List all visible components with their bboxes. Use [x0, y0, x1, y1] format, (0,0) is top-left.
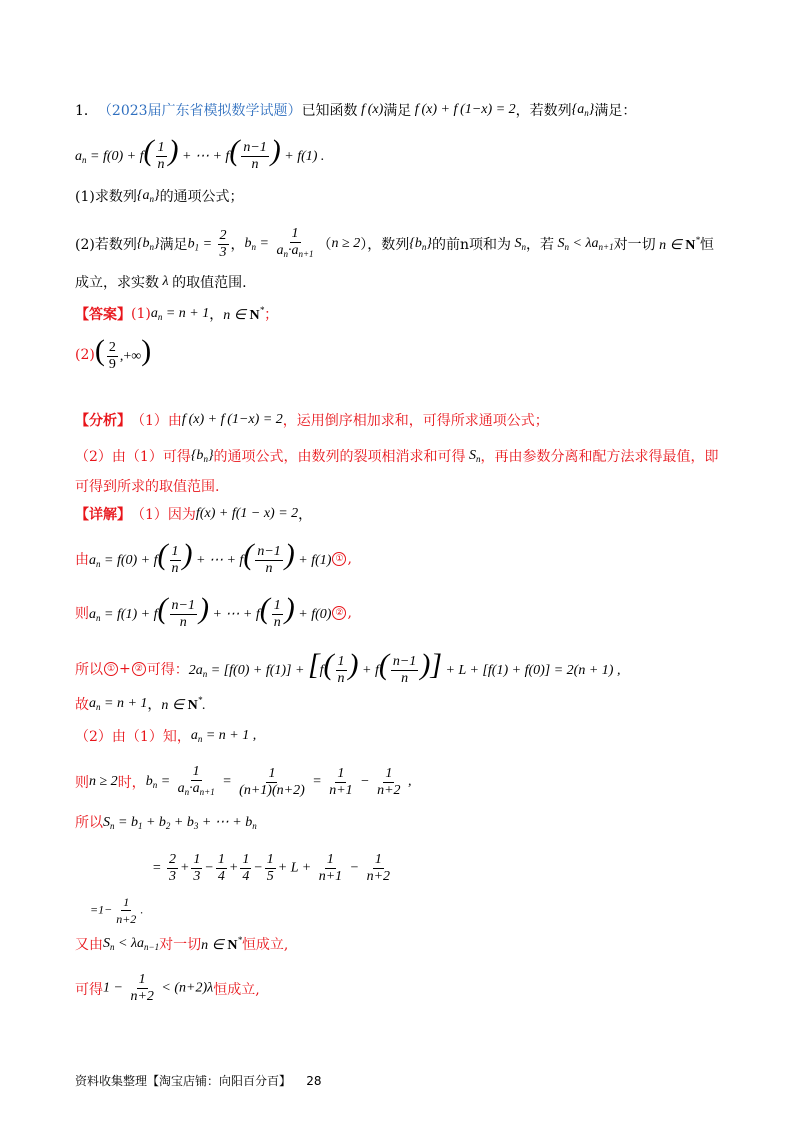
math-bn-expansion: $b_n$ = $\frac{1}{a_n\cdot a_{n+1}}$ = $\frac{1}{(n+1)(n+2)}$ = $\frac{1}{n+1}$ − $\frac{1}{n+2}$ , [145, 764, 412, 798]
detail-text: 则 [75, 605, 89, 622]
footer-text: 资料收集整理【淘宝店铺：向阳百分百】 [75, 1074, 292, 1088]
detail-line-2: 由 $a_n = f(0) + f$( $\frac{1}{n}$ ) + ⋯ + f( $\frac{n-1}{n}$ ) + f(1) ① , [75, 538, 352, 577]
detail-line-10 [90, 894, 143, 927]
part2-text: 的取值范围. [172, 275, 247, 291]
math-answer-2: ( $\frac{2}{9}$ ,+∞) [94, 334, 152, 373]
math-seq-an: $\{a_n\}$ [571, 102, 595, 118]
problem-part2-line2 [75, 272, 247, 292]
detail-line-1 [75, 504, 312, 524]
detail-text: 时， [117, 775, 146, 791]
detail-text: （1）因为 [131, 507, 196, 523]
math-seq-bn: $\{b_n\}$ [409, 236, 432, 252]
math-functional-eq: f (x) + f (1−x) = 2 [181, 412, 283, 427]
math-bn: $b_n$ = $\frac{1}{a_n\cdot a_{n+1}}$ [244, 226, 314, 259]
analysis-text: 可得到所求的取值范围. [75, 479, 220, 495]
math-answer-1: $a_n = n + 1$ [150, 306, 210, 322]
math-an-definition: $a_n = f(0) + f$( $\frac{1}{n}$ ) + ⋯ + f( $\frac{n-1}{n}$ ) + f(1) . [75, 134, 325, 173]
math-functional-eq: f (x) + f (1−x) = 2 [411, 102, 516, 117]
problem-part1 [75, 186, 244, 206]
analysis-line-1 [75, 410, 549, 430]
math-n-in-N: n ∈ N* [201, 934, 242, 953]
math-seq-bn: $\{b_n\}$ [190, 448, 214, 464]
part2-text: 成立，求实数 [75, 275, 159, 291]
circled-one: ① [104, 662, 118, 676]
math-sn-result: =1− $\frac{1}{n+2}$ . [90, 895, 144, 926]
problem-part2-line1 [75, 226, 714, 262]
math-sum-eq: $2a_n = [f(0) + f(1)] + [f$( $\frac{1}{n}$ ) + f( $\frac{n-1}{n}$ )] + L + [f(1) + f(0)] = 2(n + 1) , [188, 648, 621, 687]
math-an: $a_n = n + 1$ , [190, 728, 257, 744]
problem-text: 已知函数 [301, 103, 358, 119]
math-lambda: λ [159, 274, 173, 289]
math-n-ge-2: n ≥ 2 [331, 236, 361, 251]
answer-prefix: (2) [75, 346, 95, 363]
part1-text: (1)求数列 [75, 189, 137, 205]
detail-line-4: 所以 ① + ② 可得： $2a_n = [f(0) + f(1)] + [f$( $\frac{1}{n}$ ) + f( $\frac{n-1}{n}$ )] + L + [f(1) + f(0)] = 2(n + 1) , [75, 648, 621, 687]
detail-text: 故 [75, 697, 89, 713]
detail-line-9 [152, 852, 394, 885]
detail-text: ， [298, 507, 313, 523]
math-eq-2: $a_n = f(1) + f$( $\frac{n-1}{n}$ ) + ⋯ + f( $\frac{1}{n}$ ) + f(0) [89, 592, 332, 631]
part1-tail: 的通项公式； [159, 189, 244, 205]
analysis-text: ，运用倒序相加求和，可得所求通项公式； [282, 413, 549, 429]
analysis-text: （1）由 [131, 413, 182, 429]
problem-text: 满足： [594, 103, 637, 119]
detail-text: 恒成立, [213, 981, 260, 998]
answer-line-2 [75, 336, 151, 373]
problem-number: 1． [75, 103, 98, 119]
math-final-ineq: 1 − $\frac{1}{n+2}$ < (n+2)λ [103, 972, 214, 1004]
detail-text: 所以 [75, 661, 103, 678]
math-n-in-N: n ∈ N* [655, 234, 700, 253]
circled-one: ① [332, 552, 346, 566]
detail-text: （2）由（1）知， [75, 729, 191, 745]
detail-line-11 [75, 934, 288, 954]
math-b1: $b_1$ = $\frac{2}{3}$ [187, 227, 227, 260]
math-telescoping: = $\frac{2}{3}$ + $\frac{1}{3}$ − $\frac{1}{4}$ + $\frac{1}{4}$ − $\frac{1}{5}$ + L + $\frac{1}{n+1}$ − $\frac{1}{n+2}$ [152, 852, 391, 884]
math-sn-sum: $S_n = b_1 + b_2 + b_3$ + ⋯ + $b_n$ [103, 814, 257, 831]
part2-text: 的前n项和为 [431, 237, 511, 253]
math-answer-1: $a_n = n + 1$ [89, 696, 148, 712]
analysis-line-3 [75, 476, 219, 496]
math-n-in-N: n ∈ N*. [161, 694, 206, 713]
analysis-line-2 [75, 446, 719, 466]
math-inequality: $S_n < \lambda a_{n-1}$ [103, 936, 160, 952]
part2-text: ），数列 [360, 237, 410, 253]
detail-text: 可得 [75, 981, 103, 998]
page-footer [75, 1072, 322, 1089]
answer-prefix: (1) [131, 306, 151, 322]
problem-text: ，若数列 [515, 103, 572, 119]
math-n-ge-2: n ≥ 2 [89, 774, 118, 789]
math-n-in-N: n ∈ N* [223, 304, 265, 323]
part2-text: ，若 [525, 237, 554, 253]
part2-text: (2)若数列 [75, 237, 137, 253]
page-number: 28 [306, 1074, 322, 1088]
circled-two: ② [132, 662, 146, 676]
detail-line-8 [75, 812, 257, 832]
detail-text: 则 [75, 775, 89, 791]
math-inequality: $S_n < \lambda a_{n+1}$ [553, 236, 614, 252]
problem-text: 满足 [383, 103, 412, 119]
detail-line-6 [75, 726, 256, 746]
part2-text: 对一切 [613, 237, 656, 253]
math-sn: $S_n$ [510, 236, 526, 252]
answer-label: 【答案】 [75, 307, 131, 323]
detail-text: 又由 [75, 937, 103, 953]
analysis-text: 的通项公式，由数列的裂项相消求和可得 [213, 449, 466, 465]
detail-line-7 [75, 764, 412, 800]
part2-text: （ [317, 237, 332, 253]
circled-two: ② [332, 606, 346, 620]
detail-label: 【详解】 [75, 507, 131, 523]
detail-line-3: 则 $a_n = f(1) + f$( $\frac{n-1}{n}$ ) + ⋯ + f( $\frac{1}{n}$ ) + f(0) ② , [75, 592, 352, 631]
math-functional-eq: f(x) + f(1 − x) = 2 [195, 506, 299, 521]
math-seq-bn: $\{b_n\}$ [136, 236, 160, 252]
detail-text: ， [147, 697, 162, 713]
detail-text: 可得： [146, 661, 189, 678]
detail-text: 所以 [75, 815, 103, 831]
analysis-text: ，再由参数分离和配方法求得最值，即 [480, 449, 719, 465]
detail-line-5 [75, 694, 206, 714]
analysis-text: （2）由（1）可得 [75, 449, 191, 465]
detail-text: 恒成立, [241, 937, 289, 953]
math-fx: f (x) [357, 102, 384, 117]
detail-text: 对一切 [159, 937, 202, 953]
problem-source: （2023届广东省模拟数学试题） [97, 103, 302, 119]
math-sn: $S_n$ [465, 448, 481, 464]
answer-end: ； [264, 307, 279, 323]
part2-text: 满足 [159, 237, 188, 253]
analysis-label: 【分析】 [75, 413, 131, 429]
detail-text: 由 [75, 551, 89, 568]
math-eq-1: $a_n = f(0) + f$( $\frac{1}{n}$ ) + ⋯ + f( $\frac{n-1}{n}$ ) + f(1) [89, 538, 332, 577]
part2-text: ， [230, 237, 245, 253]
answer-sep: ， [209, 307, 224, 323]
answer-line-1 [75, 304, 278, 324]
detail-line-12 [75, 972, 260, 1005]
math-seq-an: $\{a_n\}$ [136, 188, 160, 204]
problem-line-1 [75, 100, 636, 120]
problem-line-2 [75, 136, 324, 173]
part2-text: 恒 [699, 237, 714, 253]
